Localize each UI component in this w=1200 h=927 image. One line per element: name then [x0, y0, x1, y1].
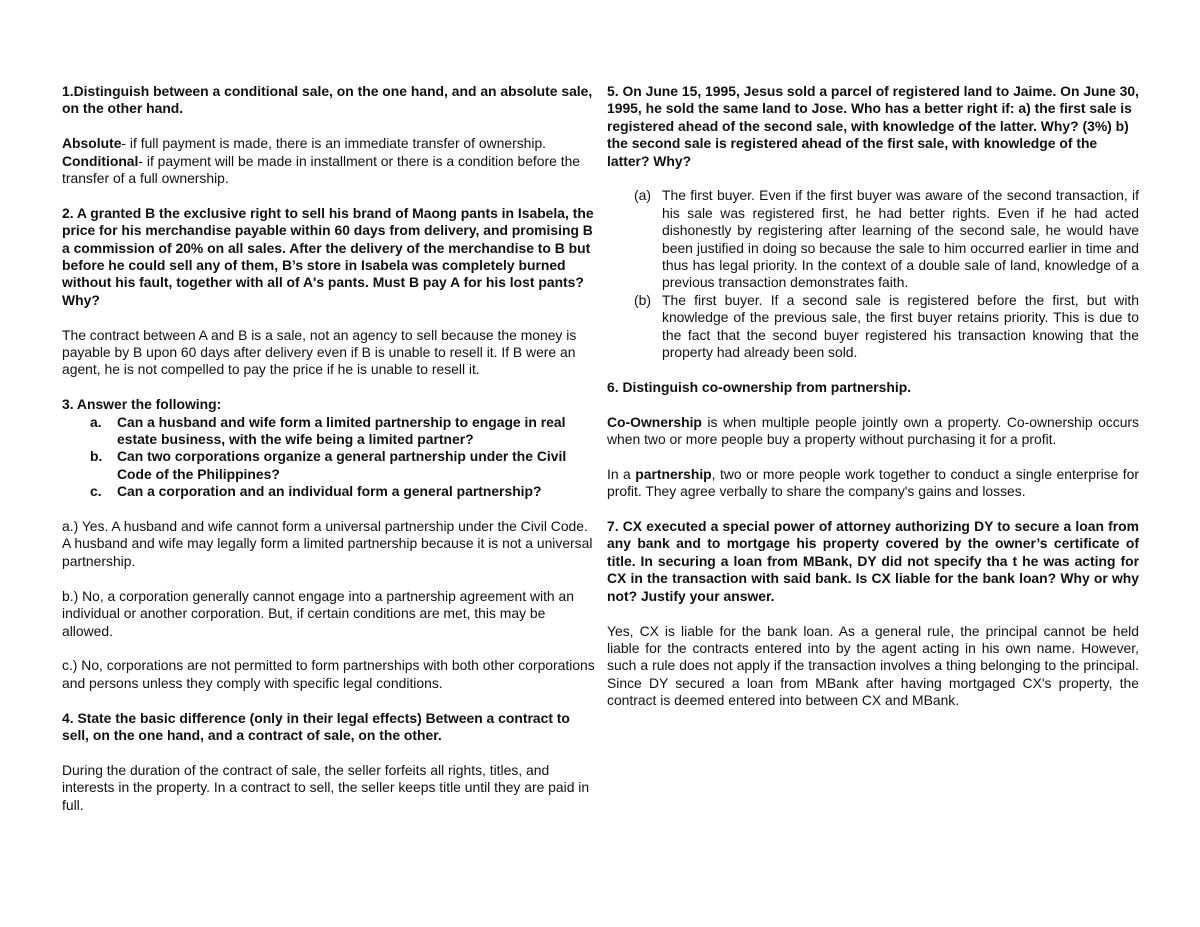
partnership-prefix: In a	[607, 465, 636, 482]
answer-5-item	[607, 187, 1139, 291]
answer-5-list	[607, 187, 1139, 361]
question-2: 2. A granted B the exclusive right to sell his brand of Maong pants in Isabela, the price for his merchandise payable within 60 days from delivery, and promising B a commission of 20% on all sales. After the delivery of the merchandise to B but before he could sell any of them, B’s store in Isabela was completely burned without his fault, together with all of A's pants. Must B pay A for his lost pants? Why?	[62, 204, 594, 308]
coownership-term: Co-Ownership	[607, 413, 702, 430]
question-3: 3. Answer the following:	[62, 396, 222, 413]
left-column	[62, 83, 597, 814]
list-item-text: The first buyer. If a second sale is registered before the first, but with knowledge of the previous sale, the first buyer retains priority. This is due to the fact that the second buyer registered his transaction knowing that the property had already been sold.	[662, 291, 1139, 361]
question-3-sublist	[62, 414, 597, 501]
answer-3a: a.) Yes. A husband and wife cannot form a universal partnership under the Civil Code. A husband and wife may legally form a limited partnership because it is not a universal partnership.	[62, 518, 593, 569]
question-1: 1.Distinguish between a conditional sale, on the one hand, and an absolute sale, on the other hand.	[62, 83, 593, 117]
answer-5-item	[607, 292, 1139, 362]
question-3-item	[62, 414, 597, 449]
absolute-term: Absolute	[62, 135, 122, 152]
question-6: 6. Distinguish co-ownership from partnership.	[607, 378, 912, 395]
question-7: 7. CX executed a special power of attorney authorizing DY to secure a loan from any bank and to mortgage his property covered by the owner’s certificate of title. In securing a loan from MBank, DY did not specify tha t he was acting for CX in the transaction with said bank. Is CX liable for the bank loan? Why or why not? Justify your answer.	[607, 518, 1139, 604]
partnership-definition: , two or more people work together to conduct a single enterprise for profit. They agree verbally to share the company's gains and losses.	[607, 465, 1140, 500]
list-item-text: Can a corporation and an individual form a general partnership?	[117, 483, 542, 500]
partnership-term: partnership	[635, 465, 712, 482]
absolute-definition: - if full payment is made, there is an immediate transfer of ownership.	[121, 135, 547, 152]
question-3-item	[62, 483, 597, 500]
list-item-text: The first buyer. Even if the first buyer was aware of the second transaction, if his sale was registered first, he had better rights. Even if he had acted dishonestly by registering after learning of the second sale, he would have been justified in doing so because the sale to him occurred earlier in time and thus has legal priority. In the context of a double sale of land, knowledge of a previous transaction demonstrates faith.	[662, 187, 1139, 291]
answer-6-partnership	[607, 466, 1139, 501]
question-3-item	[62, 448, 597, 483]
list-item-text: Can a husband and wife form a limited partnership to engage in real estate business, with the wife being a limited partner?	[117, 413, 566, 448]
list-marker: b.	[90, 448, 103, 465]
answer-7: Yes, CX is liable for the bank loan. As a general rule, the principal cannot be held liable for the contracts entered into by the agent acting in his own name. However, such a rule does not apply if the transaction involves a thing belonging to the principal. Since DY secured a loan from MBank after having mortgaged CX's property, the contract is deemed entered into between CX and MBank.	[607, 622, 1139, 709]
question-4: 4. State the basic difference (only in their legal effects) Between a contract to sell, on the one hand, and a contract of sale, on the other.	[62, 709, 570, 743]
list-marker: c.	[90, 483, 102, 500]
conditional-term: Conditional	[62, 152, 139, 169]
list-marker: (b)	[634, 291, 651, 308]
question-5: 5. On June 15, 1995, Jesus sold a parcel of registered land to Jaime. On June 30, 1995, he sold the same land to Jose. Who has a better right if: a) the first sale is registered ahead of the second sale, with knowledge of the latter. Why? (3%) b) the second sale is registered ahead of the first sale, with knowledge of the latter? Why?	[607, 83, 1139, 169]
answer-3b: b.) No, a corporation generally cannot engage into a partnership agreement with an individual or another corporation. But, if certain conditions are met, this may be allowed.	[62, 587, 574, 639]
coownership-definition: is when multiple people jointly own a property. Co-ownership occurs when two or more people buy a property without purchasing it for a profit.	[607, 413, 1139, 448]
answer-6-coownership	[607, 414, 1139, 449]
list-marker: a.	[90, 413, 102, 430]
right-column	[607, 83, 1139, 710]
list-marker: (a)	[634, 187, 651, 204]
answer-4: During the duration of the contract of sale, the seller forfeits all rights, titles, and interests in the property. In a contract to sell, the seller keeps title until they are paid in full.	[62, 761, 590, 813]
answer-1	[62, 135, 597, 187]
answer-3c: c.) No, corporations are not permitted to form partnerships with both other corporations and persons unless they comply with specific legal conditions.	[62, 657, 595, 691]
answer-2: The contract between A and B is a sale, not an agency to sell because the money is payable by B upon 60 days after delivery even if B is unable to resell it. If B were an agent, he is not compelled to pay the price if he is unable to resell it.	[62, 326, 577, 378]
list-item-text: Can two corporations organize a general partnership under the Civil Code of the Philippines?	[117, 448, 567, 482]
conditional-definition: - if payment will be made in installment or there is a condition before the transfer of a full ownership.	[62, 152, 581, 187]
